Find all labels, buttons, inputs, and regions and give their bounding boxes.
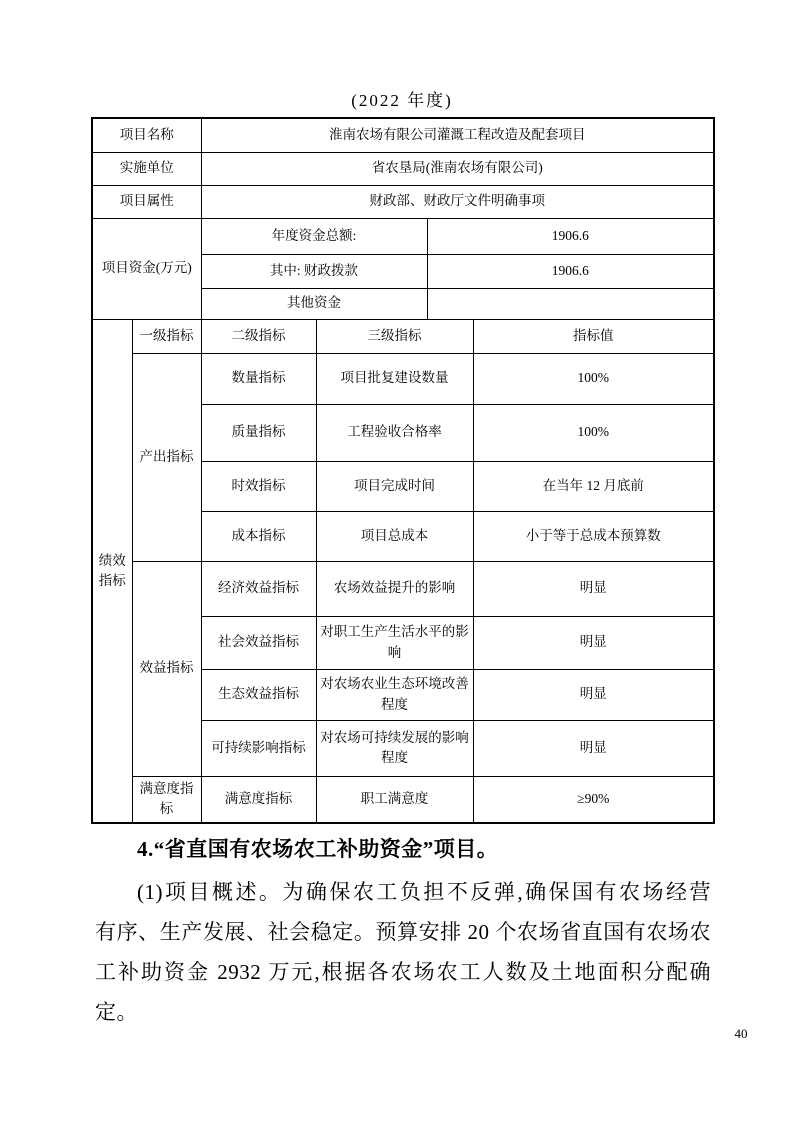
header-value: 指标值 bbox=[473, 319, 714, 353]
indicator-value: 100% bbox=[473, 404, 714, 461]
indicator-level2: 可持续影响指标 bbox=[201, 720, 316, 776]
indicator-value: 明显 bbox=[473, 561, 714, 616]
performance-side-label: 绩效指标 bbox=[92, 319, 132, 823]
performance-table bbox=[91, 117, 715, 824]
group-satisfaction-label: 满意度指标 bbox=[132, 776, 201, 823]
funding-fiscal-label: 其中: 财政拨款 bbox=[201, 254, 427, 288]
header-level2: 二级指标 bbox=[201, 319, 316, 353]
funding-other-label: 其他资金 bbox=[201, 288, 427, 319]
group-output-label: 产出指标 bbox=[132, 353, 201, 561]
project-name-label: 项目名称 bbox=[92, 118, 201, 152]
indicator-value: 明显 bbox=[473, 669, 714, 720]
table-row bbox=[92, 152, 714, 185]
indicator-level2: 数量指标 bbox=[201, 353, 316, 404]
indicator-value: 明显 bbox=[473, 616, 714, 669]
indicator-level2: 时效指标 bbox=[201, 461, 316, 511]
indicator-level3: 对职工生产生活水平的影响 bbox=[316, 616, 473, 669]
indicator-level3: 项目批复建设数量 bbox=[316, 353, 473, 404]
indicator-level3: 农场效益提升的影响 bbox=[316, 561, 473, 616]
indicator-level2: 经济效益指标 bbox=[201, 561, 316, 616]
page-number: 40 bbox=[734, 1026, 748, 1041]
paragraph-line: 定。 bbox=[95, 1000, 138, 1024]
funding-total-label: 年度资金总额: bbox=[201, 218, 427, 254]
project-attr-value: 财政部、财政厅文件明确事项 bbox=[201, 185, 714, 218]
body-paragraph bbox=[95, 872, 711, 1032]
indicator-level2: 生态效益指标 bbox=[201, 669, 316, 720]
table-row bbox=[92, 218, 714, 254]
table-row bbox=[92, 561, 714, 616]
indicator-value: 小于等于总成本预算数 bbox=[473, 511, 714, 561]
indicator-level3: 对农场可持续发展的影响程度 bbox=[316, 720, 473, 776]
project-attr-label: 项目属性 bbox=[92, 185, 201, 218]
indicator-value: ≥90% bbox=[473, 776, 714, 823]
funding-total-value: 1906.6 bbox=[427, 218, 714, 254]
indicator-level3: 对农场农业生态环境改善程度 bbox=[316, 669, 473, 720]
paragraph-line: 有序、生产发展、社会稳定。预算安排 20 个农场省直国有农场农 bbox=[95, 920, 711, 944]
funding-label: 项目资金(万元) bbox=[92, 218, 201, 319]
implement-unit-label: 实施单位 bbox=[92, 152, 201, 185]
indicator-level3: 工程验收合格率 bbox=[316, 404, 473, 461]
implement-unit-value: 省农垦局(淮南农场有限公司) bbox=[201, 152, 714, 185]
indicator-level3: 项目完成时间 bbox=[316, 461, 473, 511]
paragraph-line: 工补助资金 2932 万元,根据各农场农工人数及土地面积分配确 bbox=[95, 960, 711, 984]
project-name-value: 淮南农场有限公司灌溉工程改造及配套项目 bbox=[201, 118, 714, 152]
funding-fiscal-value: 1906.6 bbox=[427, 254, 714, 288]
doc-title: (2022 年度) bbox=[351, 91, 453, 110]
indicator-value: 明显 bbox=[473, 720, 714, 776]
indicator-value: 在当年 12 月底前 bbox=[473, 461, 714, 511]
funding-other-value bbox=[427, 288, 714, 319]
indicator-level2: 质量指标 bbox=[201, 404, 316, 461]
indicator-level2: 满意度指标 bbox=[201, 776, 316, 823]
indicator-value: 100% bbox=[473, 353, 714, 404]
paragraph-line: (1)项目概述。为确保农工负担不反弹,确保国有农场经营 bbox=[137, 880, 711, 904]
table-row bbox=[92, 319, 714, 353]
indicator-level2: 成本指标 bbox=[201, 511, 316, 561]
indicator-level2: 社会效益指标 bbox=[201, 616, 316, 669]
table-row bbox=[92, 776, 714, 823]
table-row bbox=[92, 185, 714, 218]
header-level3: 三级指标 bbox=[316, 319, 473, 353]
indicator-level3: 项目总成本 bbox=[316, 511, 473, 561]
group-benefit-label: 效益指标 bbox=[132, 561, 201, 776]
table-row bbox=[92, 353, 714, 404]
section-heading: 4.“省直国有农场农工补助资金”项目。 bbox=[137, 837, 499, 861]
header-level1: 一级指标 bbox=[132, 319, 201, 353]
table-row bbox=[92, 118, 714, 152]
indicator-level3: 职工满意度 bbox=[316, 776, 473, 823]
